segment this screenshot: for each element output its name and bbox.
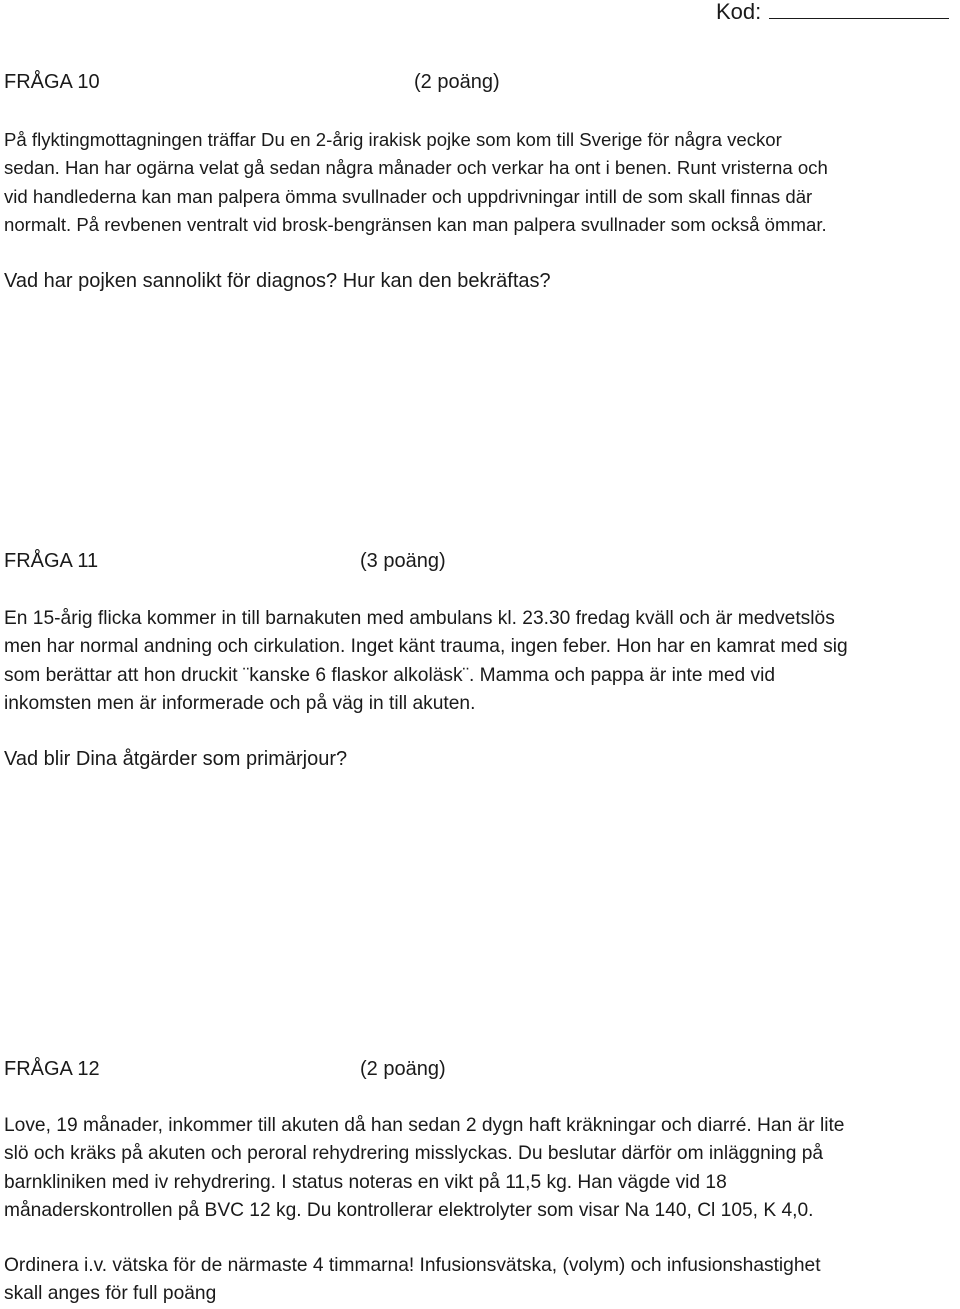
- q10-points: (2 poäng): [414, 71, 500, 93]
- q10-line: vid handlederna kan man palpera ömma svullnader och uppdrivningar intill de som skall finnas där: [4, 185, 813, 207]
- q10-question: Vad har pojken sannolikt för diagnos? Hur kan den bekräftas?: [4, 270, 551, 292]
- q11-line: inkomsten men är informerade och på väg in till akuten.: [4, 692, 476, 714]
- kod-field: [716, 0, 949, 26]
- q12-body: [4, 1112, 944, 1225]
- kod-label: Kod:: [716, 0, 762, 24]
- q11-body: [4, 605, 944, 718]
- q12-question: [4, 1252, 944, 1309]
- q12-points: (2 poäng): [360, 1058, 446, 1080]
- kod-blank-line[interactable]: [769, 0, 949, 19]
- q11-question: Vad blir Dina åtgärder som primärjour?: [4, 748, 348, 770]
- q11-line: men har normal andning och cirkulation. Inget känt trauma, ingen feber. Hon har en kamrat med sig: [4, 636, 848, 658]
- q11-line: En 15-årig flicka kommer in till barnakuten med ambulans kl. 23.30 fredag kväll och är medvetslös: [4, 608, 835, 629]
- q10-line: På flyktingmottagningen träffar Du en 2-årig irakisk pojke som kom till Sverige för några veckor: [4, 129, 782, 150]
- q12-line: barnkliniken med iv rehydrering. I status noteras en vikt på 11,5 kg. Han vägde vid 18: [4, 1171, 727, 1193]
- q12-question-line: skall anges för full poäng: [4, 1283, 217, 1305]
- q10-body: [4, 126, 944, 239]
- q10-line: normalt. På revbenen ventralt vid brosk-bengränsen kan man palpera svullnader som också ömmar.: [4, 213, 827, 235]
- q12-question-line: Ordinera i.v. vätska för de närmaste 4 timmarna! Infusionsvätska, (volym) och infusionshastighet: [4, 1255, 821, 1276]
- q11-line: som berättar att hon druckit ¨kanske 6 flaskor alkoläsk¨. Mamma och pappa är inte med vid: [4, 664, 776, 686]
- q12-line: Love, 19 månader, inkommer till akuten då han sedan 2 dygn haft kräkningar och diarré. Han är lite: [4, 1115, 845, 1136]
- q12-line: månaderskontrollen på BVC 12 kg. Du kontrollerar elektrolyter som visar Na 140, Cl 105, K 4,0.: [4, 1199, 814, 1221]
- q12-line: slö och kräks på akuten och peroral rehydrering misslyckas. Du beslutar därför om inläggning på: [4, 1143, 824, 1165]
- q11-title: FRÅGA 11: [4, 550, 99, 572]
- q10-line: sedan. Han har ogärna velat gå sedan några månader och verkar ha ont i benen. Runt vristerna och: [4, 157, 828, 179]
- q11-points: (3 poäng): [360, 550, 446, 572]
- q10-title: FRÅGA 10: [4, 71, 100, 93]
- q12-title: FRÅGA 12: [4, 1058, 100, 1080]
